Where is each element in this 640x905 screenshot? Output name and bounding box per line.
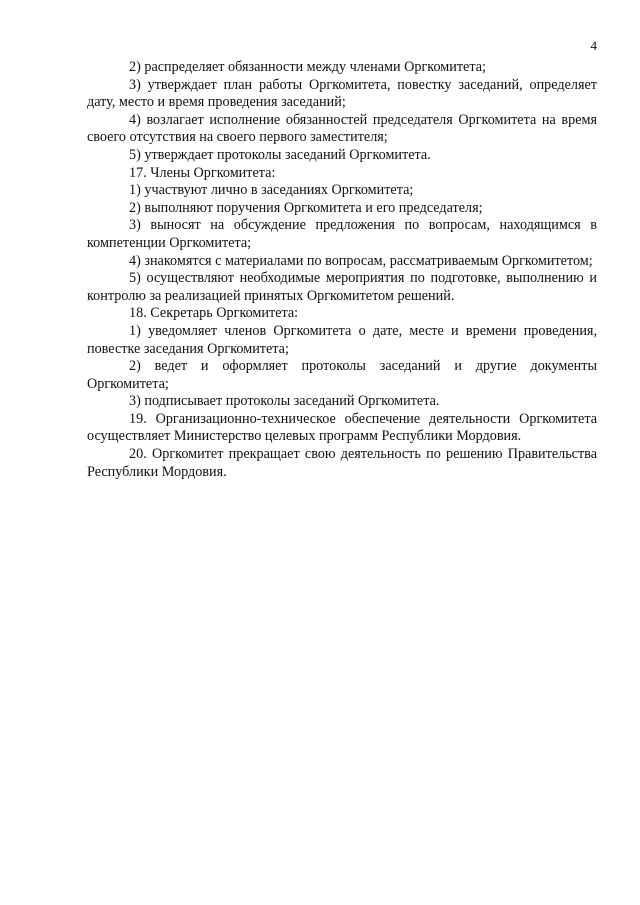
page-number: 4 (590, 38, 597, 53)
paragraph: 2) распределяет обязанности между членами Оргкомитета; (129, 59, 486, 75)
document-body (87, 59, 597, 481)
paragraph: 5) утверждает протоколы заседаний Оргкомитета. (129, 146, 431, 163)
paragraph: 2) выполняют поручения Оргкомитета и его председателя; (129, 199, 483, 216)
paragraph: 4) возлагает исполнение обязанностей председателя Оргкомитета на время своего отсутствия на своего первого заместителя; (87, 111, 597, 146)
paragraph: 3) подписывает протоколы заседаний Оргкомитета. (129, 393, 440, 410)
paragraph-19: 19. Организационно-техническое обеспечение деятельности Оргкомитета осуществляет Министерство целевых программ Республики Мордовия. (87, 410, 597, 445)
paragraph: 2) ведет и оформляет протоколы заседаний и другие документы Оргкомитета; (87, 358, 597, 392)
section-heading-18: 18. Секретарь Оргкомитета: (129, 305, 299, 322)
paragraph: 5) осуществляют необходимые мероприятия по подготовке, выполнению и контролю за реализацией принятых Оргкомитетом решений. (87, 270, 597, 304)
paragraph: 4) знакомятся с материалами по вопросам, рассматриваемым Оргкомитетом; (129, 252, 593, 269)
paragraph: 1) участвуют лично в заседаниях Оргкомитета; (129, 182, 414, 199)
paragraph-20: 20. Оргкомитет прекращает свою деятельность по решению Правительства Республики Мордовия. (87, 446, 597, 480)
paragraph: 3) выносят на обсуждение предложения по вопросам, находящимся в компетенции Оргкомитета; (87, 217, 597, 251)
section-heading-17: 17. Члены Оргкомитета: (129, 164, 276, 181)
paragraph: 3) утверждает план работы Оргкомитета, повестку заседаний, определяет дату, место и время проведения заседаний; (87, 76, 597, 111)
paragraph: 1) уведомляет членов Оргкомитета о дате, месте и времени проведения, повестке заседания Оргкомитета; (87, 322, 597, 357)
